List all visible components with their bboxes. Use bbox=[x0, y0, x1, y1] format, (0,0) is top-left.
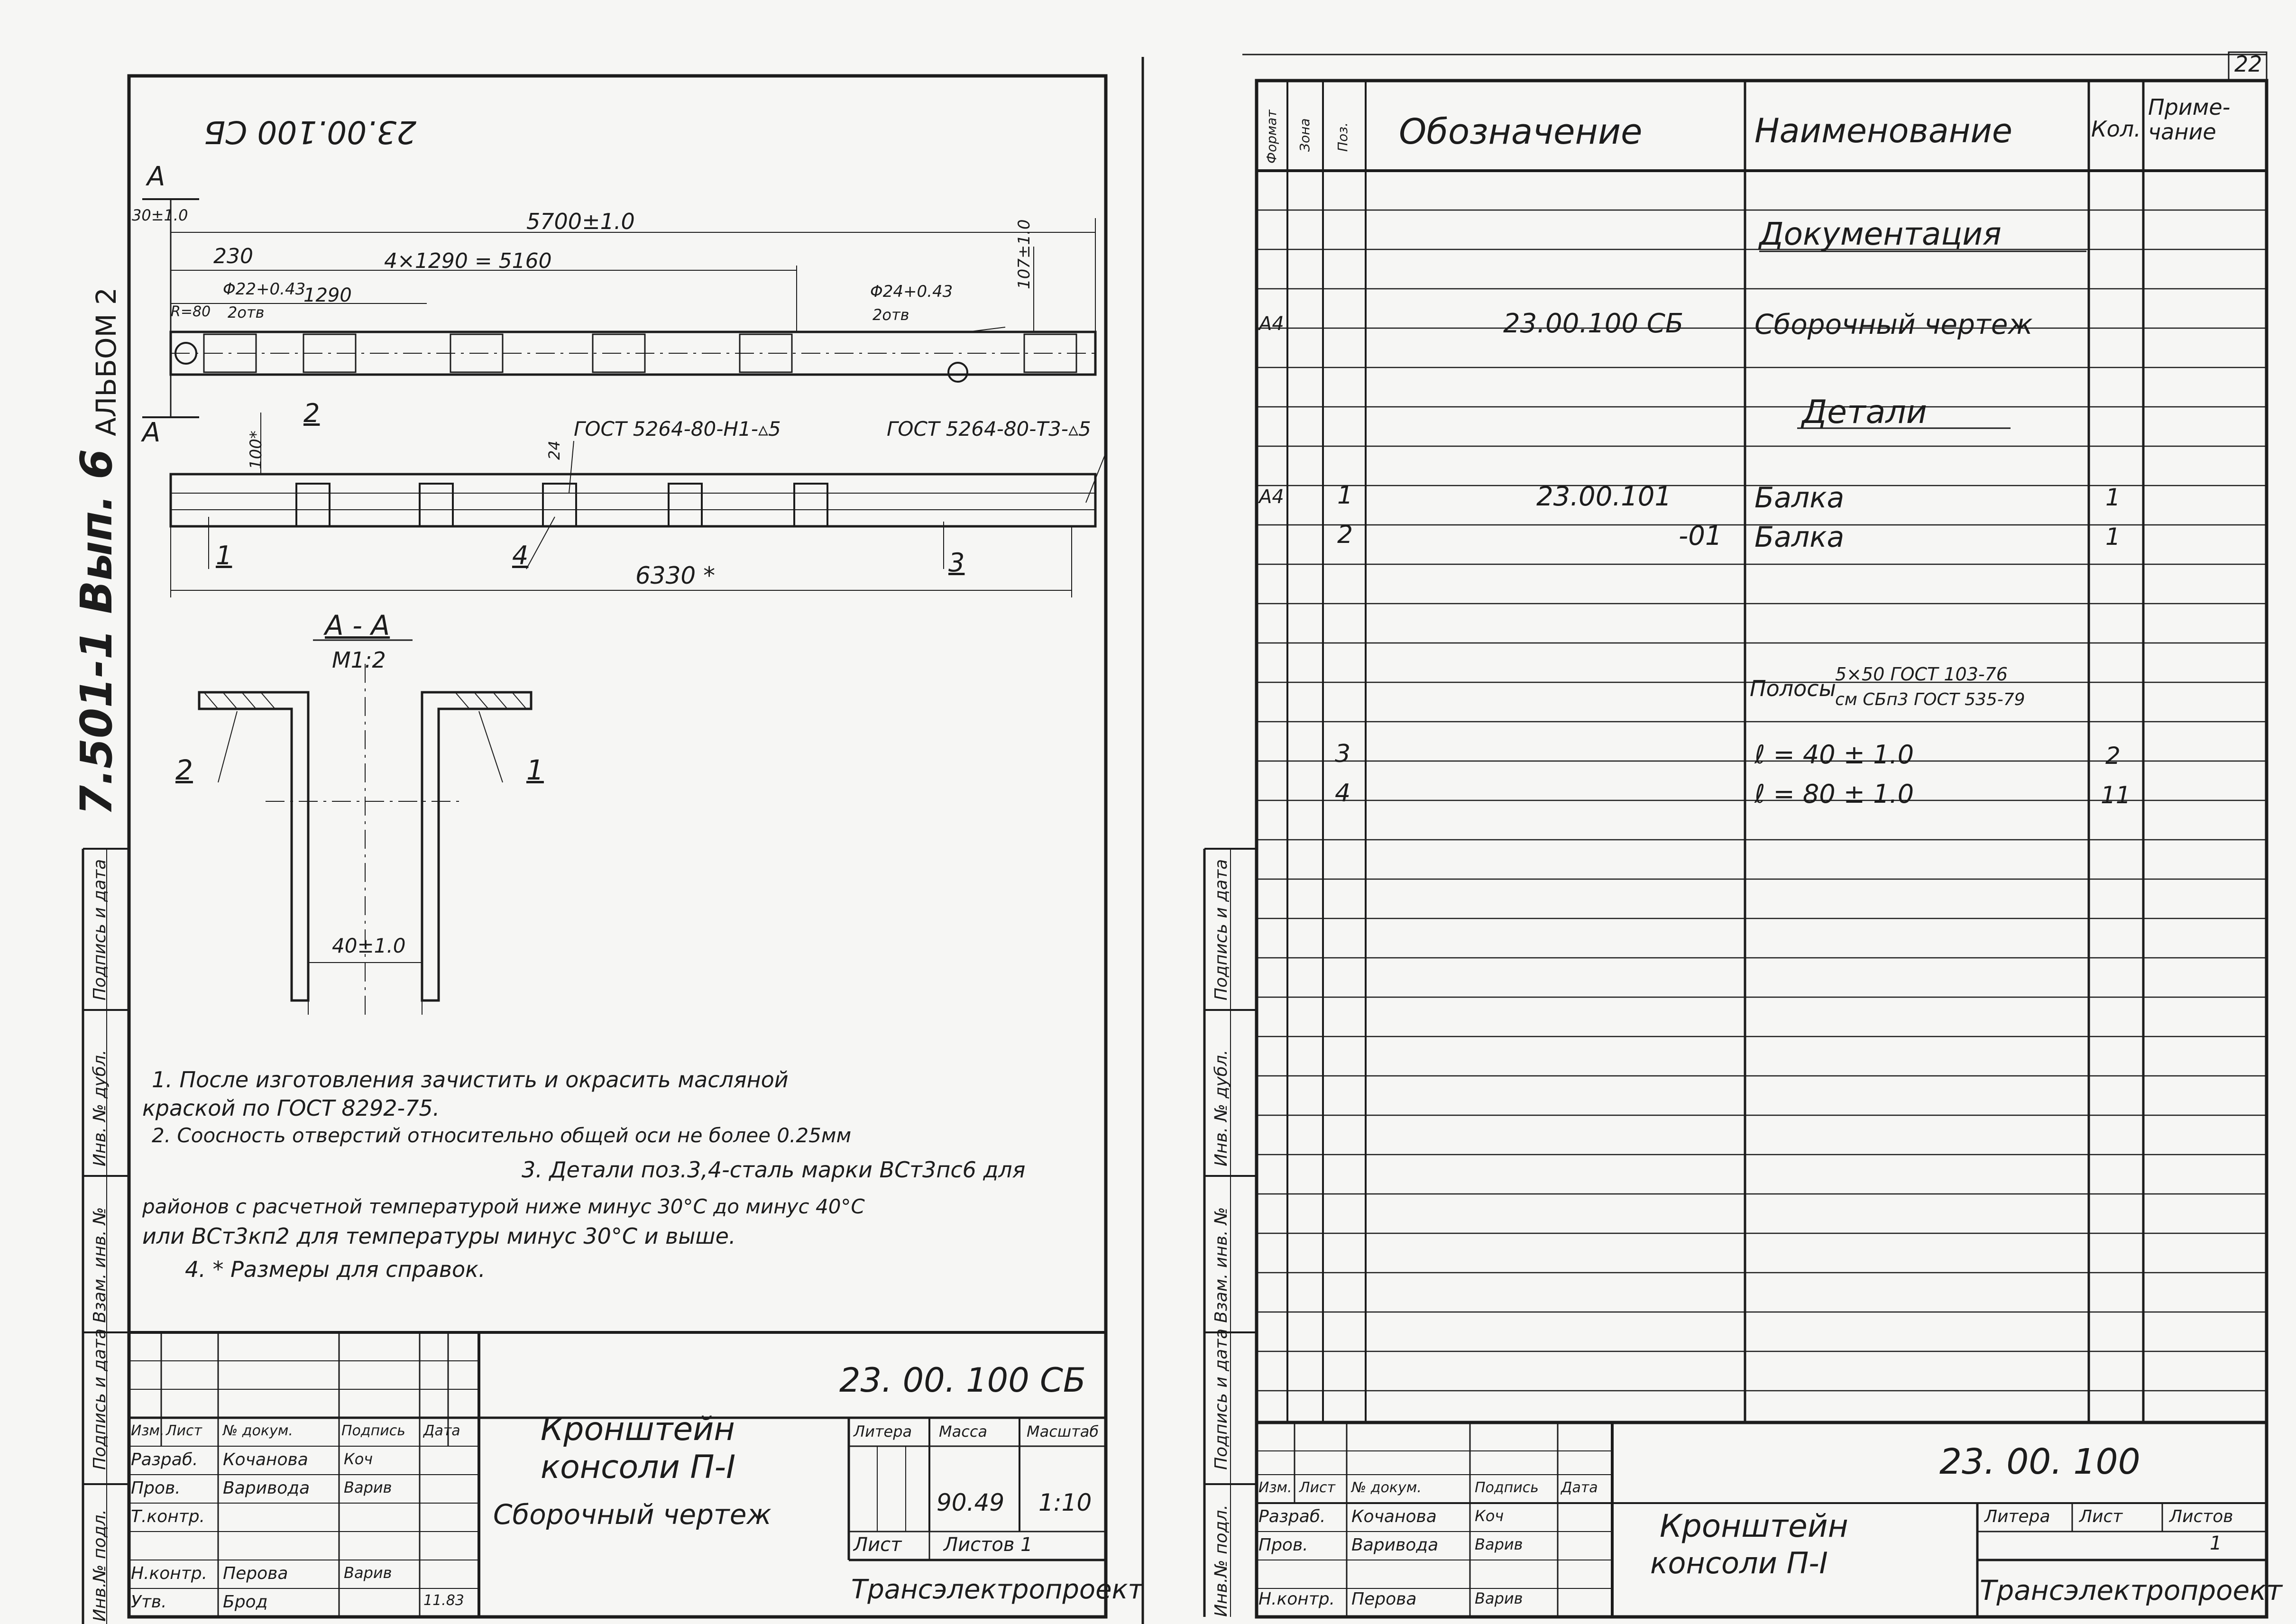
callout-1: 1 bbox=[216, 541, 232, 570]
row-pos-4: 4 bbox=[1335, 779, 1351, 807]
mirrored-code: 23.00.100 СБ bbox=[204, 114, 417, 150]
massa-label: Масса bbox=[939, 1422, 988, 1440]
note-line-1: 1. После изготовления зачистить и окрасить масляной bbox=[152, 1067, 789, 1092]
header-designation: Обозначение bbox=[1399, 111, 1643, 152]
dim-230: 230 bbox=[213, 244, 253, 268]
header-note: Приме- чание bbox=[2148, 94, 2231, 145]
dim-hole22: Φ22+0.43 bbox=[223, 280, 306, 299]
row-role-razrab: Разраб. bbox=[131, 1450, 198, 1469]
callout-section-2: 2 bbox=[175, 754, 193, 786]
col-header-dokum: № докум. bbox=[223, 1422, 293, 1439]
album-label: АЛЬБОМ 2 bbox=[90, 287, 122, 436]
row-name-razrab: Кочанова bbox=[223, 1450, 308, 1469]
callout-3: 3 bbox=[948, 548, 965, 578]
callout-4: 4 bbox=[512, 541, 529, 570]
masshtab-value: 1:10 bbox=[1038, 1489, 1092, 1516]
r-margin-label-inv-podl: Инв.№ подл. bbox=[1212, 1505, 1231, 1617]
row-role-nkontr: Н.контр. bbox=[131, 1564, 208, 1583]
title-block-code: 23. 00. 100 СБ bbox=[839, 1361, 1086, 1400]
list-label: Лист bbox=[854, 1534, 902, 1556]
dim-hole24-count: 2отв bbox=[872, 306, 909, 324]
row-name-balka-1: Балка bbox=[1754, 481, 1845, 514]
margin-label-inv-podl: Инв.№ подл. bbox=[90, 1509, 110, 1622]
section-scale: М1:2 bbox=[332, 647, 386, 673]
r-row-role-nkontr: Н.контр. bbox=[1258, 1589, 1335, 1609]
row-designation-sb: 23.00.100 СБ bbox=[1503, 308, 1684, 339]
weld-note-t3: ГОСТ 5264-80-Т3-▵5 bbox=[887, 417, 1091, 440]
row-role-utv: Утв. bbox=[131, 1592, 167, 1612]
title-line-3: Сборочный чертеж bbox=[493, 1498, 771, 1531]
dim-5700: 5700±1.0 bbox=[526, 209, 635, 234]
r-margin-label-vzam: Взам. инв. № bbox=[1212, 1207, 1231, 1323]
title-line-2: консоли П-I bbox=[541, 1449, 736, 1486]
dim-30: 30±1.0 bbox=[132, 206, 188, 224]
header-format: Формат bbox=[1264, 110, 1279, 164]
row-name-nkontr: Перова bbox=[223, 1564, 288, 1583]
row-pos-3: 3 bbox=[1335, 740, 1351, 768]
section-title: А - А bbox=[325, 609, 390, 642]
row-role-prov: Пров. bbox=[131, 1478, 181, 1498]
row-designation-101: 23.00.101 bbox=[1536, 481, 1672, 512]
dim-4x1290: 4×1290 = 5160 bbox=[384, 249, 552, 273]
series-label: 7.501-1 Вып. 6 bbox=[71, 449, 122, 816]
row-pos-1: 1 bbox=[1337, 481, 1353, 510]
r-title-line-1: Кронштейн bbox=[1660, 1508, 1848, 1544]
dim-40: 40±1.0 bbox=[332, 934, 406, 957]
header-pos: Поз. bbox=[1335, 122, 1350, 152]
row-sign-razrab: Коч bbox=[344, 1450, 373, 1468]
r-row-name-nkontr: Перова bbox=[1351, 1589, 1417, 1609]
dim-1290: 1290 bbox=[303, 284, 352, 306]
row-name-utv: Брод bbox=[223, 1592, 268, 1612]
row-pos-2: 2 bbox=[1337, 521, 1353, 549]
r-row-name-razrab: Кочанова bbox=[1351, 1507, 1437, 1526]
margin-label-podpis: Подпись и дата bbox=[90, 1328, 110, 1470]
row-sign-prov: Варив bbox=[344, 1478, 392, 1496]
col-header-list: Лист bbox=[166, 1422, 202, 1439]
row-name-prov: Варивода bbox=[223, 1478, 310, 1498]
dim-100: 100* bbox=[247, 431, 266, 469]
r-col-header-izm: Изм. bbox=[1258, 1479, 1292, 1496]
row-name-l80: ℓ = 80 ± 1.0 bbox=[1754, 779, 1914, 809]
note-line-4: 3. Детали поз.3,4-сталь марки ВСт3пс6 для bbox=[522, 1157, 1026, 1183]
title-line-1: Кронштейн bbox=[541, 1411, 735, 1448]
header-zone: Зона bbox=[1297, 118, 1313, 152]
r-col-header-dokum: № докум. bbox=[1351, 1479, 1422, 1496]
r-col-header-list: Лист bbox=[1299, 1479, 1336, 1496]
callout-2: 2 bbox=[303, 398, 320, 428]
dim-hole24: Φ24+0.43 bbox=[870, 282, 953, 301]
callout-section-1: 1 bbox=[526, 754, 544, 786]
row-sign-nkontr: Варив bbox=[344, 1564, 392, 1582]
margin-label-dubl: Инв. № дубл. bbox=[90, 1049, 110, 1166]
r-row-name-prov: Варивода bbox=[1351, 1535, 1439, 1555]
note-line-2: краской по ГОСТ 8292-75. bbox=[142, 1095, 440, 1121]
section-mark-a-bottom: А bbox=[142, 417, 161, 448]
row-format-a4-1: А4 bbox=[1259, 313, 1284, 335]
strip-line-2: см СБп3 ГОСТ 535-79 bbox=[1835, 690, 2025, 709]
col-header-data: Дата bbox=[423, 1422, 460, 1439]
r-organization-name: Трансэлектропроект bbox=[1980, 1574, 2283, 1606]
r-margin-label-podpis: Подпись и дата bbox=[1212, 1328, 1231, 1470]
col-header-podpis: Подпись bbox=[341, 1422, 405, 1439]
r-litera-label: Литера bbox=[1984, 1507, 2050, 1526]
margin-label-vzam: Взам. инв. № bbox=[90, 1207, 110, 1323]
row-qty-2: 1 bbox=[2105, 523, 2121, 551]
r-col-header-data: Дата bbox=[1561, 1479, 1598, 1496]
row-role-tkontr: Т.контр. bbox=[131, 1507, 205, 1526]
dim-107: 107±1.0 bbox=[1015, 219, 1034, 289]
masshtab-label: Масштаб bbox=[1027, 1422, 1099, 1440]
listov-label: Листов 1 bbox=[944, 1534, 1033, 1556]
r-row-role-razrab: Разраб. bbox=[1258, 1507, 1326, 1526]
dim-r80: R=80 bbox=[171, 303, 211, 320]
r-title-block-code: 23. 00. 100 bbox=[1939, 1441, 2140, 1482]
page-number: 22 bbox=[2234, 51, 2262, 77]
header-qty: Кол. bbox=[2091, 116, 2141, 142]
callout-24: 24 bbox=[545, 440, 563, 460]
header-name: Наименование bbox=[1754, 111, 2012, 150]
r-listov-value: 1 bbox=[2210, 1532, 2222, 1554]
row-qty-1: 1 bbox=[2105, 484, 2121, 511]
section-documentation: Документация bbox=[1759, 216, 2002, 252]
note-line-3: 2. Соосность отверстий относительно общей оси не более 0.25мм bbox=[152, 1124, 852, 1147]
r-title-line-2: консоли П-I bbox=[1650, 1546, 1828, 1580]
r-col-header-podpis: Подпись bbox=[1475, 1479, 1539, 1496]
section-mark-a-top: А bbox=[147, 161, 165, 192]
note-line-7: 4. * Размеры для справок. bbox=[185, 1257, 486, 1282]
organization-name: Трансэлектропроект bbox=[851, 1574, 1144, 1605]
r-row-role-prov: Пров. bbox=[1258, 1535, 1308, 1555]
strip-line-1: 5×50 ГОСТ 103-76 bbox=[1835, 664, 2008, 685]
row-name-balka-2: Балка bbox=[1754, 521, 1845, 554]
weld-note-h1: ГОСТ 5264-80-Н1-▵5 bbox=[574, 417, 781, 440]
massa-value: 90.49 bbox=[937, 1489, 1005, 1516]
r-margin-label-podpis2: Подпись и дата bbox=[1212, 859, 1231, 1000]
row-name-l40: ℓ = 40 ± 1.0 bbox=[1754, 740, 1914, 770]
row-qty-4: 11 bbox=[2101, 781, 2131, 809]
row-designation-01: -01 bbox=[1679, 521, 1722, 551]
note-line-5: районов с расчетной температурой ниже минус 30°С до минус 40°С bbox=[142, 1195, 865, 1218]
dim-hole22-count: 2отв bbox=[228, 303, 265, 321]
row-format-a4-2: А4 bbox=[1259, 486, 1284, 508]
row-name-sb: Сборочный чертеж bbox=[1754, 308, 2033, 340]
r-list-label: Лист bbox=[2079, 1507, 2123, 1526]
r-listov-label: Листов bbox=[2169, 1507, 2233, 1526]
row-qty-3: 2 bbox=[2105, 742, 2121, 770]
r-row-sign-nkontr: Варив bbox=[1475, 1589, 1523, 1607]
col-header-izm: Изм. bbox=[131, 1422, 165, 1439]
strip-prefix: Полосы bbox=[1750, 676, 1836, 701]
title-block-date: 11.83 bbox=[423, 1592, 464, 1609]
note-line-6: или ВСт3кп2 для температуры минус 30°С и выше. bbox=[142, 1223, 736, 1249]
dim-6330: 6330 * bbox=[635, 562, 716, 589]
margin-label-podpis2: Подпись и дата bbox=[90, 859, 110, 1000]
r-margin-label-dubl: Инв. № дубл. bbox=[1212, 1049, 1231, 1166]
r-row-sign-prov: Варив bbox=[1475, 1535, 1523, 1553]
section-details: Детали bbox=[1802, 394, 1927, 431]
r-row-sign-razrab: Коч bbox=[1475, 1507, 1504, 1525]
litera-label: Литера bbox=[854, 1422, 912, 1440]
